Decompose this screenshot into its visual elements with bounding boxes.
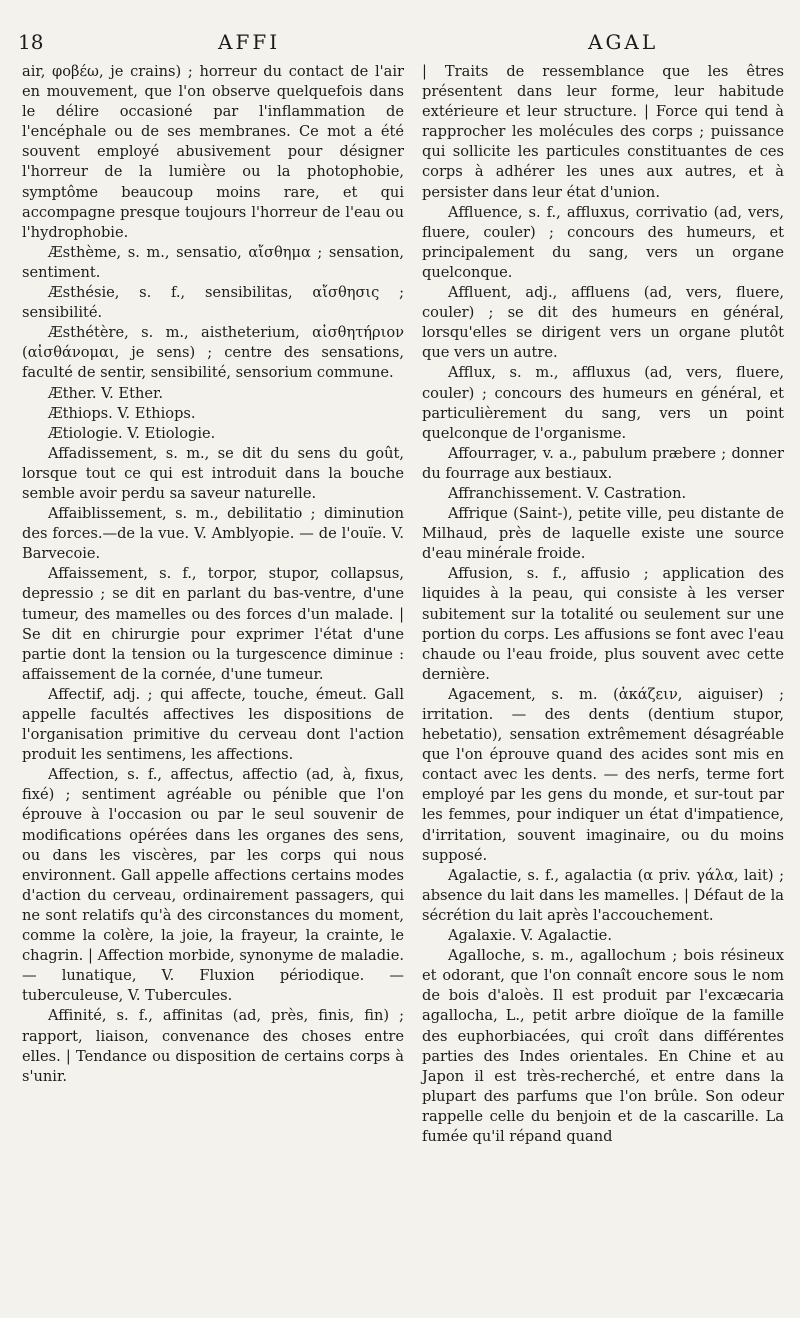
entry-affinite: Affinité, s. f., affinitas (ad, près, finis, fin) ; rapport, liaison, convenance des choses entre elles. | Tendance ou disposition de certains corps à s'unir.	[22, 1007, 404, 1085]
entry-affrique: Affrique (Saint-), petite ville, peu distante de Milhaud, près de laquelle existe une source d'eau minérale froide.	[422, 505, 784, 563]
entry-aesthesie: Æsthésie, s. f., sensibilitas, αἴσθησις ; sensibilité.	[22, 284, 404, 322]
entry-afflux: Afflux, s. m., affluxus (ad, vers, fluere, couler) ; concours des humeurs en général, et particulièrement du sang, vers un point quelconque de l'organisme.	[422, 364, 784, 442]
entry-agacement: Agacement, s. m. (ἀκάζειν, aiguiser) ; irritation. — des dents (dentium stupor, hebetatio), sensation extrêmement désagréable que l'on éprouve quand des acides sont mis en contact avec les dents. — des nerfs, terme fort employé par les gens du monde, et sur-tout par les femmes, pour indiquer un état d'impatience, d'irritation, souvent imaginaire, ou du moins supposé.	[422, 685, 784, 864]
entry-agalactie: Agalactie, s. f., agalactia (α priv. γάλα, lait) ; absence du lait dans les mamelles. | Défaut de la sécrétion du lait après l'accouchement.	[422, 866, 784, 924]
entry-affourrager: Affourrager, v. a., pabulum præbere ; donner du fourrage aux bestiaux.	[422, 444, 784, 482]
entry-affluent: Affluent, adj., affluens (ad, vers, fluere, couler) ; se dit des humeurs en général, lorsqu'elles se dirigent vers un organe plutôt que vers un autre.	[422, 284, 784, 362]
entry-aesthetere: Æsthétère, s. m., aistheterium, αἰσθητήριον (αἰσθάνομαι, je sens) ; centre des sensations, faculté de sentir, sensibilité, sensorium commune.	[22, 324, 404, 382]
left-guide-word: AFFI	[218, 30, 281, 54]
entry-agalaxie: Agalaxie. V. Agalactie.	[448, 927, 612, 945]
entry-affranchissement: Affranchissement. V. Castration.	[448, 484, 687, 502]
running-header	[18, 30, 782, 64]
left-column	[22, 62, 404, 1087]
entry-aestheme: Æsthème, s. m., sensatio, αἴσθημα ; sensation, sentiment.	[22, 243, 404, 281]
entry-affusion: Affusion, s. f., affusio ; application des liquides à la peau, qui consiste à les verser subitement sur la totalité ou seulement sur une portion du corps. Les affusions se font avec l'eau chaude ou l'eau froide, plus souvent avec cette dernière.	[422, 565, 784, 683]
entry-continued: air, φοβέω, je crains) ; horreur du contact de l'air en mouvement, que l'on observe quelquefois dans le délire occasioné par l'inflammation de l'encéphale ou de ses membranes. Ce mot a été souvent employé abusivement pour désigner l'horreur de la lumière ou la photophobie, symptôme beaucoup moins rare, et qui accompagne presque toujours l'horreur de l'eau ou l'hydrophobie.	[22, 63, 404, 241]
entry-affaiblissement: Affaiblissement, s. m., debilitatio ; diminution des forces.—de la vue. V. Amblyopie. — de l'ouïe. V. Barvecoie.	[22, 505, 404, 563]
entry-affinite-continued: | Traits de ressemblance que les êtres présentent dans leur forme, leur habitude extérieure et leur structure. | Force qui tend à rapprocher les molécules des corps ; puissance qui sollicite les particules constituantes de ces corps à adhérer les unes aux autres, et à persister dans leur état d'union.	[422, 63, 784, 201]
entry-affluence: Affluence, s. f., affluxus, corrivatio (ad, vers, fluere, couler) ; concours des humeurs, et principalement du sang, vers un organe quelconque.	[422, 203, 784, 281]
entry-affaissement: Affaissement, s. f., torpor, stupor, collapsus, depressio ; se dit en parlant du bas-ventre, d'une tumeur, des mamelles ou des forces d'un malade. | Se dit en chirurgie pour exprimer l'état d'une partie dont la tension ou la turgescence diminue : affaissement de la cornée, d'une tumeur.	[22, 565, 404, 683]
right-guide-word: AGAL	[588, 30, 659, 54]
entry-agalloche: Agalloche, s. m., agallochum ; bois résineux et odorant, que l'on connaît encore sous le nom de bois d'aloès. Il est produit par l'excæcaria agallocha, L., petit arbre dioïque de la famille des euphorbiacées, qui croît dans différentes parties des Indes orientales. En Chine et au Japon il est très-recherché, et entre dans la plupart des parfums que l'on brûle. Son odeur rappelle celle du benjoin et de la cascarille. La fumée qu'il répand quand	[422, 947, 784, 1145]
entry-affection: Affection, s. f., affectus, affectio (ad, à, fixus, fixé) ; sentiment agréable ou pénible que l'on éprouve à l'occasion ou par le seul souvenir de modifications opérées dans les organes des sens, ou dans les viscères, par les corps qui nous environnent. Gall appelle affections certains modes d'action du cerveau, ordinairement passagers, qui ne sont relatifs qu'à des circonstances du moment, comme la colère, la joie, la frayeur, la crainte, le chagrin. | Affection morbide, synonyme de maladie. — lunatique, V. Fluxion périodique. — tuberculeuse, V. Tubercules.	[22, 766, 404, 1005]
page-number: 18	[18, 30, 44, 54]
entry-affadissement: Affadissement, s. m., se dit du sens du goût, lorsque tout ce qui est introduit dans la bouche semble avoir perdu sa saveur naturelle.	[22, 444, 404, 502]
entry-affectif: Affectif, adj. ; qui affecte, touche, émeut. Gall appelle facultés affectives les dispositions de l'organisation primitive du cerveau dont l'action produit les sentimens, les affections.	[22, 685, 404, 764]
right-column	[422, 62, 784, 1147]
entry-aetiologie: Ætiologie. V. Etiologie.	[48, 424, 216, 442]
entry-aether: Æther. V. Ether.	[48, 384, 163, 402]
entry-aethiops: Æthiops. V. Ethiops.	[48, 404, 196, 422]
